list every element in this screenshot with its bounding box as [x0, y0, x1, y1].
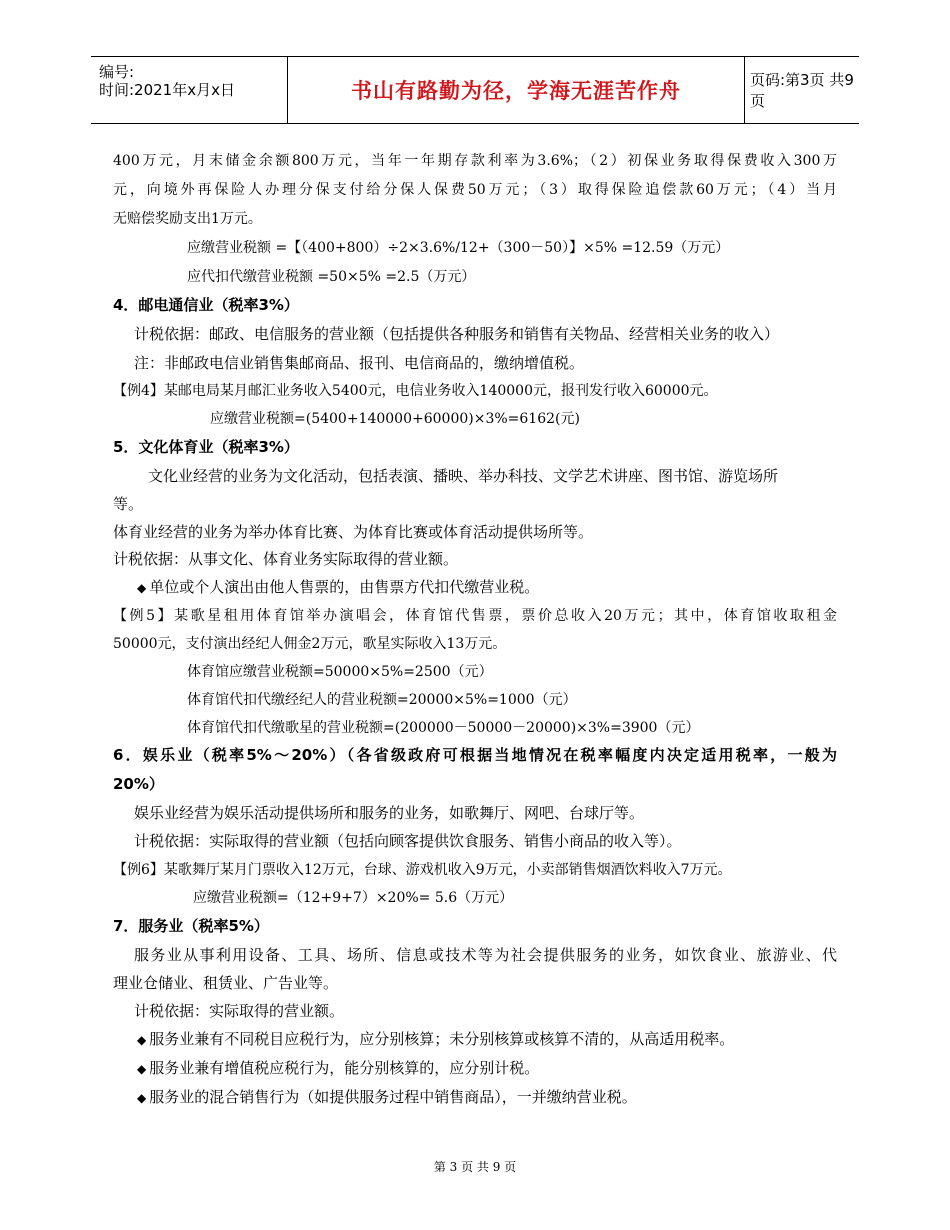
text-line: 娱乐业经营为娱乐活动提供场所和服务的业务，如歌舞厅、网吧、台球厅等。 — [134, 804, 645, 822]
header-meta — [91, 57, 287, 123]
text-line: 50000元，支付演出经纪人佣金2万元，歌星实际收入13万元。 — [113, 636, 507, 652]
formula-line: 体育馆应缴营业税额=50000×5%=2500（元） — [187, 664, 493, 680]
section-heading: 7．服务业（税率5%） — [113, 917, 269, 935]
text-line: 文化业经营的业务为文化活动，包括表演、播映、举办科技、文学艺术讲座、图书馆、游览场所 — [148, 467, 779, 485]
formula-line: 应缴营业税额=（12+9+7）×20%= 5.6（万元） — [193, 890, 514, 906]
text-line: 计税依据：实际取得的营业额（包括向顾客提供饮食服务、销售小商品的收入等）。 — [134, 832, 682, 850]
bullet-item — [137, 1029, 734, 1050]
formula-line: 应缴营业税额=(5400+140000+60000)×3%=6162(元) — [210, 411, 580, 427]
bullet-item — [137, 1087, 637, 1108]
example-line: 【例5】某歌星租用体育馆举办演唱会，体育馆代售票，票价总收入20万元；其中，体育馆收取租金 — [113, 608, 837, 624]
diamond-bullet-icon: ◆ — [137, 1062, 147, 1076]
document-number-label: 编号: — [99, 63, 135, 81]
bullet-text: 服务业兼有不同税目应税行为，应分别核算；未分别核算或核算不清的，从高适用税率。 — [149, 1030, 735, 1048]
text-line: 体育业经营的业务为举办体育比赛、为体育比赛或体育活动提供场所等。 — [113, 523, 594, 541]
example-line: 【例4】某邮电局某月邮汇业务收入5400元，电信业务收入140000元，报刊发行收入60000元。 — [113, 383, 718, 399]
section-heading: 5．文化体育业（税率3%） — [113, 438, 299, 456]
text-line: 400万元，月末储金余额800万元，当年一年期存款利率为3.6%；（2）初保业务取得保费收入300万 — [113, 153, 837, 169]
example-line: 【例6】某歌舞厅某月门票收入12万元，台球、游戏机收入9万元，小卖部销售烟酒饮料收入7万元。 — [113, 862, 732, 878]
page-footer: 第 3 页 共 9 页 — [433, 1160, 517, 1174]
section-heading: 4．邮电通信业（税率3%） — [113, 296, 299, 314]
header-motto-cell — [287, 57, 745, 123]
bullet-text: 服务业的混合销售行为（如提供服务过程中销售商品），一并缴纳营业税。 — [149, 1088, 637, 1106]
section-heading: 20%） — [113, 775, 164, 793]
diamond-bullet-icon: ◆ — [137, 1033, 147, 1047]
text-line: 计税依据：从事文化、体育业务实际取得的营业额。 — [113, 550, 459, 568]
formula-line: 体育馆代扣代缴歌星的营业税额=(200000－50000－20000)×3%=3900（元） — [187, 720, 700, 736]
text-line: 计税依据：实际取得的营业额。 — [134, 1002, 345, 1020]
formula-line: 应代扣代缴营业税额 =50×5% =2.5（万元） — [187, 269, 476, 285]
text-line: 元，向境外再保险人办理分保支付给分保人保费50万元；（3）取得保险追偿款60万元；（4）当月 — [113, 182, 837, 198]
text-line: 计税依据：邮政、电信服务的营业额（包括提供各种服务和销售有关物品、经营相关业务的收入） — [134, 325, 780, 343]
bullet-text: 单位或个人演出由他人售票的，由售票方代扣代缴营业税。 — [149, 578, 540, 596]
section-heading: 6．娱乐业（税率5%～20%）（各省级政府可根据当地情况在税率幅度内决定适用税率，一般为 — [113, 746, 837, 764]
header-page-cell — [744, 57, 865, 123]
bullet-text: 服务业兼有增值税应税行为，能分别核算的，应分别计税。 — [149, 1059, 540, 1077]
text-line: 注：非邮政电信业销售集邮商品、报刊、电信商品的，缴纳增值税。 — [134, 354, 585, 372]
bullet-item — [137, 577, 539, 598]
header-page-info: 页码:第3页 共9页 — [750, 71, 854, 110]
formula-line: 体育馆代扣代缴经纪人的营业税额=20000×5%=1000（元） — [187, 692, 577, 708]
page-header — [91, 56, 859, 124]
diamond-bullet-icon: ◆ — [137, 1091, 147, 1105]
text-line: 服务业从事利用设备、工具、场所、信息或技术等为社会提供服务的业务，如饮食业、旅游业、代 — [134, 946, 837, 964]
text-line: 理业仓储业、租赁业、广告业等。 — [113, 974, 339, 992]
text-line: 无赔偿奖励支出1万元。 — [113, 211, 262, 227]
bullet-item — [137, 1058, 539, 1079]
document-date: 时间:2021年x月x日 — [99, 81, 235, 99]
formula-line: 应缴营业税额 =【（400+800）÷2×3.6%/12+（300－50）】×5% =12.59（万元） — [187, 240, 730, 256]
diamond-bullet-icon: ◆ — [137, 581, 147, 595]
header-motto: 书山有路勤为径，学海无涯苦作舟 — [351, 79, 681, 103]
text-line: 等。 — [113, 495, 144, 513]
